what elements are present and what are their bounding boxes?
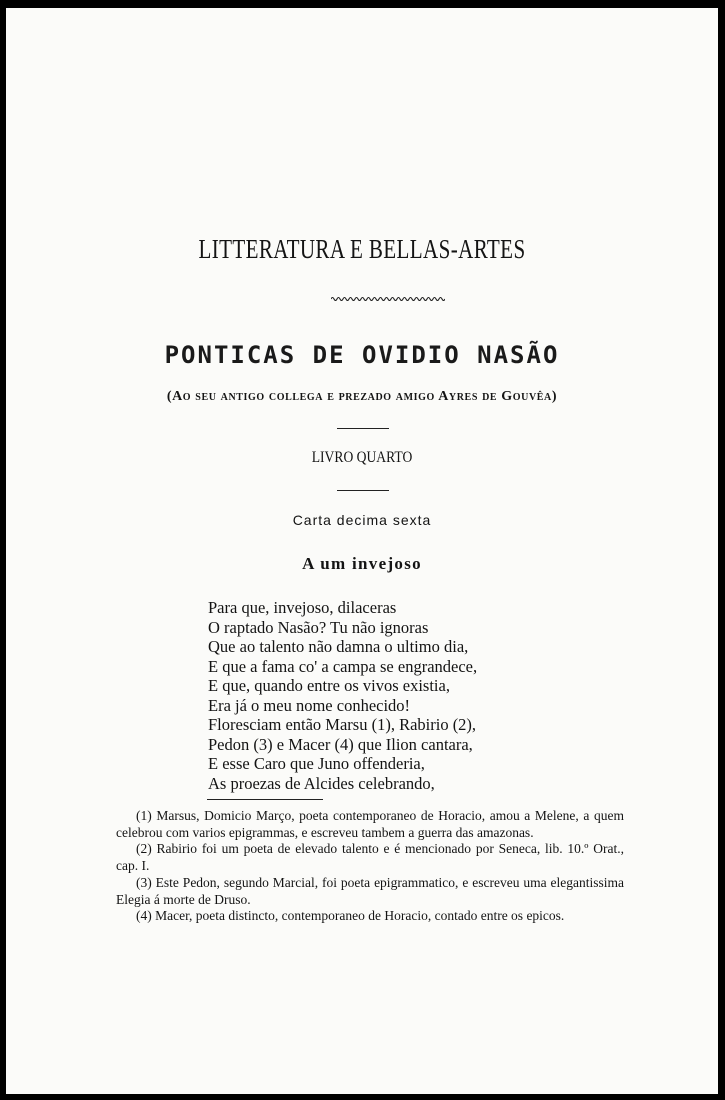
verse-line: E esse Caro que Juno offenderia, [208, 754, 425, 773]
verse-line: Era já o meu nome conhecido! [208, 695, 411, 715]
footnote: (2) Rabirio foi um poeta de elevado talento e é mencionado por Seneca, lib. 10.º Orat., cap. I. [116, 841, 624, 874]
verse-line: Pedon (3) e Macer (4) que Ilion cantara, [208, 734, 473, 754]
footnote: (4) Macer, poeta distincto, contemporaneo de Horacio, contado entre os epicos. [136, 908, 565, 924]
poem-verses [208, 598, 538, 793]
footnote: (3) Este Pedon, segundo Marcial, foi poeta epigrammatico, e escreveu uma elegantissima Elegia á morte de Druso. [116, 874, 624, 907]
section-title: LITTERATURA E BELLAS-ARTES [198, 234, 526, 264]
verse-line: Floresciam então Marsu (1), Rabirio (2), [208, 715, 477, 734]
wavy-ornament [331, 295, 445, 303]
verse-line: E que a fama co' a campa se engrandece, [208, 656, 478, 676]
verse-line: Que ao talento não damna o ultimo dia, [208, 637, 469, 656]
divider-rule [337, 490, 389, 491]
divider-rule [337, 428, 389, 429]
verse-line: O raptado Nasão? Tu não ignoras [208, 617, 429, 637]
footnotes [116, 808, 624, 925]
dedication: (Ao seu antigo collega e prezado amigo Ayres de Gouvêa) [166, 389, 558, 404]
work-title: PONTICAS DE OVIDIO NASÃO [164, 341, 560, 369]
poem-title: A um invejoso [302, 554, 422, 573]
document-page [6, 8, 718, 1094]
footnote-rule [207, 799, 323, 800]
verse-line: E que, quando entre os vivos existia, [208, 676, 450, 695]
letter-heading: Carta decima sexta [292, 512, 432, 528]
book-heading: LIVRO QUARTO [311, 449, 413, 466]
footnote: (1) Marsus, Domicio Março, poeta contemporaneo de Horacio, amou a Melene, a quem celebrou com varios epigrammas, e escreveu tambem a guerra das amazonas. [116, 808, 624, 840]
verse-line: Para que, invejoso, dilaceras [208, 598, 397, 617]
verse-line: As proezas de Alcides celebrando, [208, 773, 435, 793]
